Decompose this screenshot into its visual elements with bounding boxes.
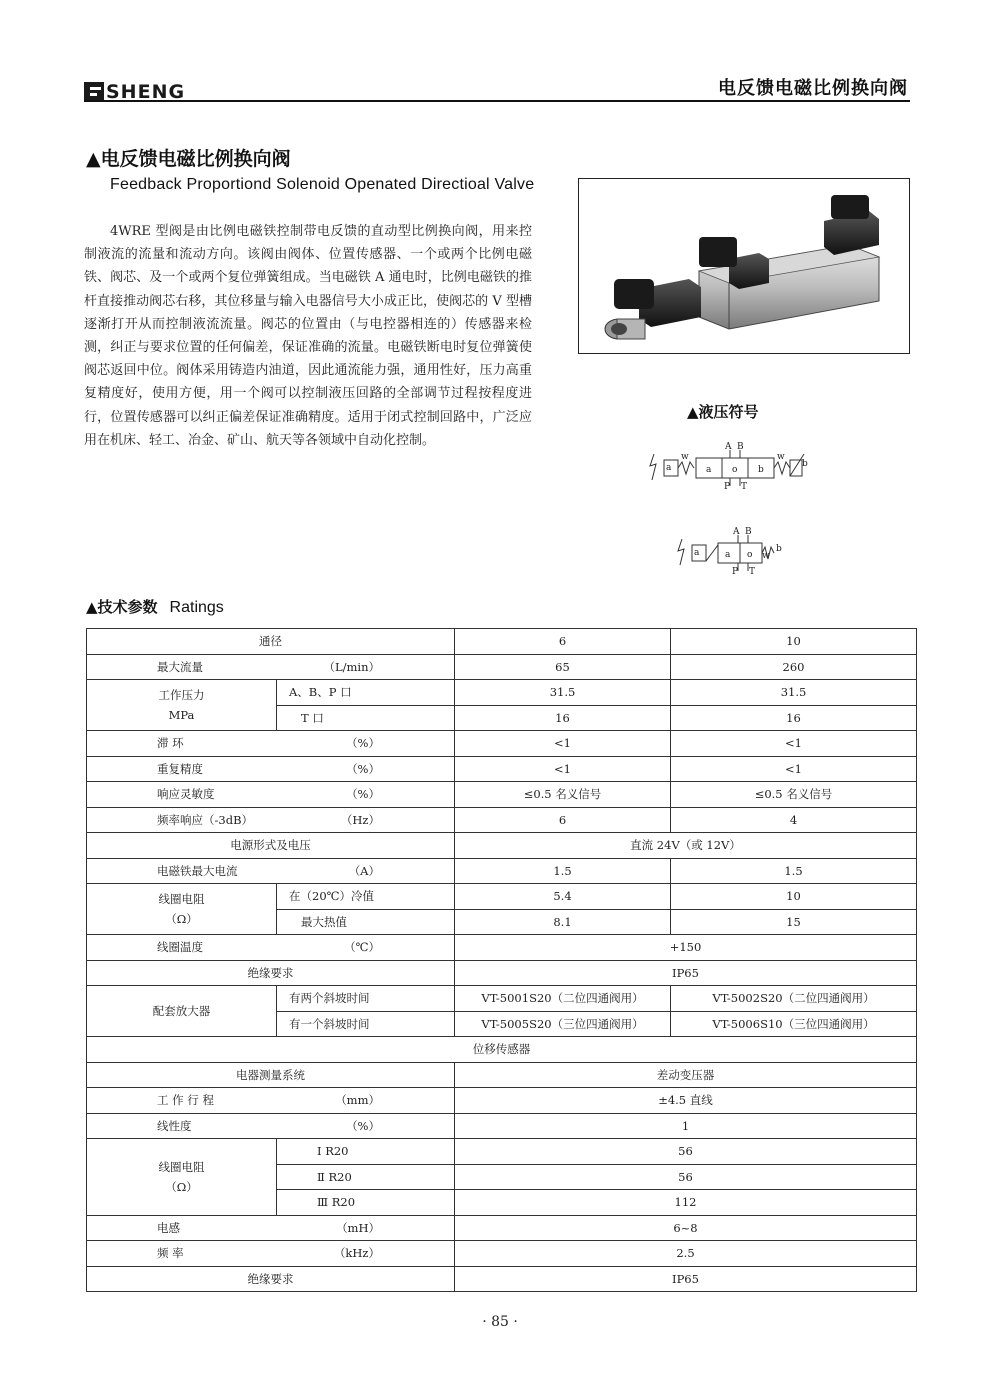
- symbol-label-a-box: a: [706, 465, 712, 475]
- ratings-title: [86, 596, 224, 617]
- symbol2-label-o: o: [747, 550, 753, 560]
- cell-value: 1.5: [455, 858, 671, 884]
- label-text: 重复精度: [157, 761, 203, 776]
- row-label-repeatability: [87, 756, 455, 782]
- cell-value: 6: [455, 629, 671, 655]
- label-text: 响应灵敏度: [157, 787, 215, 802]
- unit-text: （%）: [346, 736, 380, 751]
- symbol-label-b: b: [802, 459, 808, 469]
- logo-text: SHENG: [106, 81, 186, 103]
- table-row: [87, 1113, 917, 1139]
- row-label-sensor-insulation: 绝缘要求: [87, 1266, 455, 1292]
- symbol2-label-a-box: a: [725, 550, 731, 560]
- cell-value: 10: [671, 629, 917, 655]
- symbol2-port-P: P: [732, 567, 739, 575]
- section-header-sensor: 位移传感器: [87, 1037, 917, 1063]
- row-label-coil-temp: [87, 935, 455, 961]
- table-row: [87, 1241, 917, 1267]
- table-row: [87, 986, 917, 1012]
- row-label-stroke: [87, 1088, 455, 1114]
- label-text: 线圈温度: [157, 940, 203, 955]
- three-position-valve-symbol-icon: [644, 440, 814, 490]
- unit-text: （℃）: [344, 940, 380, 955]
- row-label-sensor-freq: [87, 1241, 455, 1267]
- row-label-work-pressure: [87, 680, 277, 731]
- sub-label: Ⅱ R20: [277, 1164, 455, 1190]
- symbol-label-o: o: [732, 465, 738, 475]
- row-label-inductance: [87, 1215, 455, 1241]
- page-number: · 85 ·: [482, 1314, 518, 1330]
- unit-text: （mH）: [336, 1220, 380, 1235]
- unit-text: （Ω）: [165, 912, 198, 926]
- cell-value: 5.4: [455, 884, 671, 910]
- symbol2-label-a: a: [694, 548, 700, 558]
- table-row: [87, 960, 917, 986]
- row-label-sensitivity: [87, 782, 455, 808]
- unit-text: （mm）: [335, 1093, 380, 1108]
- cell-value: 112: [455, 1190, 917, 1216]
- row-label-measure-system: 电器测量系统: [87, 1062, 455, 1088]
- unit-text: （A）: [348, 863, 380, 878]
- symbol-label-w-right: w: [777, 452, 785, 462]
- label-text: 电磁铁最大电流: [157, 863, 238, 878]
- symbol-title: ▲液压符号: [687, 403, 759, 421]
- row-label-linearity: [87, 1113, 455, 1139]
- sub-label: 最大热值: [277, 909, 455, 935]
- table-row: [87, 884, 917, 910]
- row-label-sensor-coil: [87, 1139, 277, 1216]
- product-title-zh: ▲电反馈电磁比例换向阀: [86, 148, 291, 170]
- logo-mark-icon: [84, 82, 104, 102]
- unit-text: （kHz）: [333, 1246, 380, 1261]
- table-row: [87, 1215, 917, 1241]
- table-row: [87, 1062, 917, 1088]
- cell-value: VT-5002S20（二位四通阀用）: [671, 986, 917, 1012]
- label-text: 频 率: [157, 1246, 184, 1261]
- brand-logo: [84, 78, 185, 102]
- header-divider: [84, 100, 910, 102]
- unit-text: MPa: [168, 708, 195, 722]
- unit-text: （Ω）: [165, 1179, 198, 1194]
- product-description: 4WRE 型阀是由比例电磁铁控制带电反馈的直动型比例换向阀，用来控制液流的流量和流动方向。该阀由阀体、位置传感器、一个或两个比例电磁铁、阀芯、及一个或两个复位弹簧组成。当电磁铁 A 通电时，比例电磁铁的推杆直接推动阀芯右移，其位移量与输入电器信号大小成正比，使阀芯的 V 型槽逐渐打开从而控制液流流量。阀芯的位置由（与电控器相连的）传感器来检测，纠正与要求位置的任何偏差，保证准确的流量。电磁铁断电时复位弹簧使阀芯返回中位。阀体采用铸造内油道，因此通流能力强，通用性好，压力高重复精度好，使用方便，用一个阀可以控制液压回路的全部调节过程按程度进行，位置传感器可以纠正偏差保证准确精度。适用于闭式控制回路中，广泛应用在机床、轻工、冶金、矿山、航天等各领域中自动化控制。: [84, 224, 532, 448]
- unit-text: （Hz）: [340, 812, 380, 827]
- row-label-coil-resistance: [87, 884, 277, 935]
- table-row: [87, 807, 917, 833]
- cell-value: 10: [671, 884, 917, 910]
- table-row: [87, 1088, 917, 1114]
- hydraulic-symbol-two-position: [672, 525, 792, 579]
- table-row: [87, 858, 917, 884]
- row-label-amplifier: 配套放大器: [87, 986, 277, 1037]
- table-row: [87, 1037, 917, 1063]
- cell-value: 31.5: [455, 680, 671, 706]
- cell-value: 6: [455, 807, 671, 833]
- cell-value: ≤0.5 名义信号: [671, 782, 917, 808]
- unit-text: （L/min）: [323, 659, 380, 674]
- valve-illustration-icon: [579, 179, 909, 353]
- cell-value: 65: [455, 654, 671, 680]
- cell-value: 1.5: [671, 858, 917, 884]
- cell-value: 56: [455, 1139, 917, 1165]
- ratings-table: [86, 628, 917, 1292]
- sub-label: 有两个斜坡时间: [277, 986, 455, 1012]
- cell-value: +150: [455, 935, 917, 961]
- table-row: [87, 629, 917, 655]
- cell-value: VT-5006S10（三位四通阀用）: [671, 1011, 917, 1037]
- cell-value: VT-5001S20（二位四通阀用）: [455, 986, 671, 1012]
- label-text: 电感: [157, 1220, 180, 1235]
- sub-label: T 口: [277, 705, 455, 731]
- label-text: 频率响应（-3dB）: [157, 812, 254, 827]
- cell-value: 4: [671, 807, 917, 833]
- cell-value: IP65: [455, 960, 917, 986]
- symbol2-port-T: T: [749, 567, 756, 575]
- row-label-insulation: 绝缘要求: [87, 960, 455, 986]
- cell-value: 260: [671, 654, 917, 680]
- symbol-label-a: a: [666, 463, 672, 473]
- row-label-max-flow: [87, 654, 455, 680]
- product-photo: [578, 178, 910, 354]
- symbol-port-B: B: [737, 442, 744, 452]
- row-label-power: 电源形式及电压: [87, 833, 455, 859]
- cell-value: 1: [455, 1113, 917, 1139]
- unit-text: （%）: [346, 761, 380, 776]
- symbol-label-w-left: w: [681, 452, 689, 462]
- symbol-port-A: A: [725, 442, 732, 452]
- cell-value: <1: [671, 756, 917, 782]
- symbol2-port-A: A: [733, 527, 740, 537]
- cell-value: ±4.5 直线: [455, 1088, 917, 1114]
- cell-value: ≤0.5 名义信号: [455, 782, 671, 808]
- symbol-label-b-box: b: [758, 465, 764, 475]
- unit-text: （%）: [346, 787, 380, 802]
- ratings-title-zh: ▲技术参数: [86, 598, 158, 616]
- cell-value: 2.5: [455, 1241, 917, 1267]
- ratings-title-en: Ratings: [169, 599, 224, 616]
- row-label-hysteresis: [87, 731, 455, 757]
- symbol2-label-w: w: [762, 551, 770, 561]
- cell-value: <1: [455, 731, 671, 757]
- label-text: 最大流量: [157, 659, 203, 674]
- sub-label: 在（20℃）冷值: [277, 884, 455, 910]
- row-label-frequency: [87, 807, 455, 833]
- hydraulic-symbol-three-position: [644, 440, 814, 494]
- cell-value: 6~8: [455, 1215, 917, 1241]
- sub-label: A、B、P 口: [277, 680, 455, 706]
- symbol2-label-b: b: [776, 544, 782, 554]
- label-text: 工 作 行 程: [157, 1093, 214, 1108]
- cell-value: 直流 24V（或 12V）: [455, 833, 917, 859]
- symbol-port-P: P: [724, 482, 731, 490]
- cell-value: 差动变压器: [455, 1062, 917, 1088]
- row-label-max-current: [87, 858, 455, 884]
- product-title-en: Feedback Proportiond Solenoid Openated Directioal Valve: [110, 176, 535, 193]
- cell-value: 8.1: [455, 909, 671, 935]
- sub-label: Ⅲ R20: [277, 1190, 455, 1216]
- table-row: [87, 782, 917, 808]
- table-row: [87, 680, 917, 706]
- label-text: 滞 环: [157, 736, 184, 751]
- table-row: [87, 935, 917, 961]
- symbol-port-T: T: [741, 482, 748, 490]
- label-text: 线圈电阻: [158, 1159, 205, 1174]
- label-text: 工作压力: [158, 688, 205, 702]
- cell-value: VT-5005S20（三位四通阀用）: [455, 1011, 671, 1037]
- sub-label: 有一个斜坡时间: [277, 1011, 455, 1037]
- cell-value: <1: [455, 756, 671, 782]
- table-row: [87, 1266, 917, 1292]
- cell-value: 56: [455, 1164, 917, 1190]
- table-row: [87, 731, 917, 757]
- sub-label: Ⅰ R20: [277, 1139, 455, 1165]
- header-title: 电反馈电磁比例换向阀: [718, 78, 908, 99]
- label-text: 线性度: [157, 1118, 192, 1133]
- cell-value: 16: [455, 705, 671, 731]
- cell-value: <1: [671, 731, 917, 757]
- row-label-bore: 通径: [87, 629, 455, 655]
- label-text: 线圈电阻: [158, 892, 205, 906]
- table-row: [87, 756, 917, 782]
- table-row: [87, 833, 917, 859]
- table-row: [87, 1139, 917, 1165]
- cell-value: 31.5: [671, 680, 917, 706]
- cell-value: IP65: [455, 1266, 917, 1292]
- table-row: [87, 654, 917, 680]
- two-position-valve-symbol-icon: [672, 525, 792, 575]
- unit-text: （%）: [346, 1118, 380, 1133]
- cell-value: 15: [671, 909, 917, 935]
- symbol2-port-B: B: [745, 527, 752, 537]
- cell-value: 16: [671, 705, 917, 731]
